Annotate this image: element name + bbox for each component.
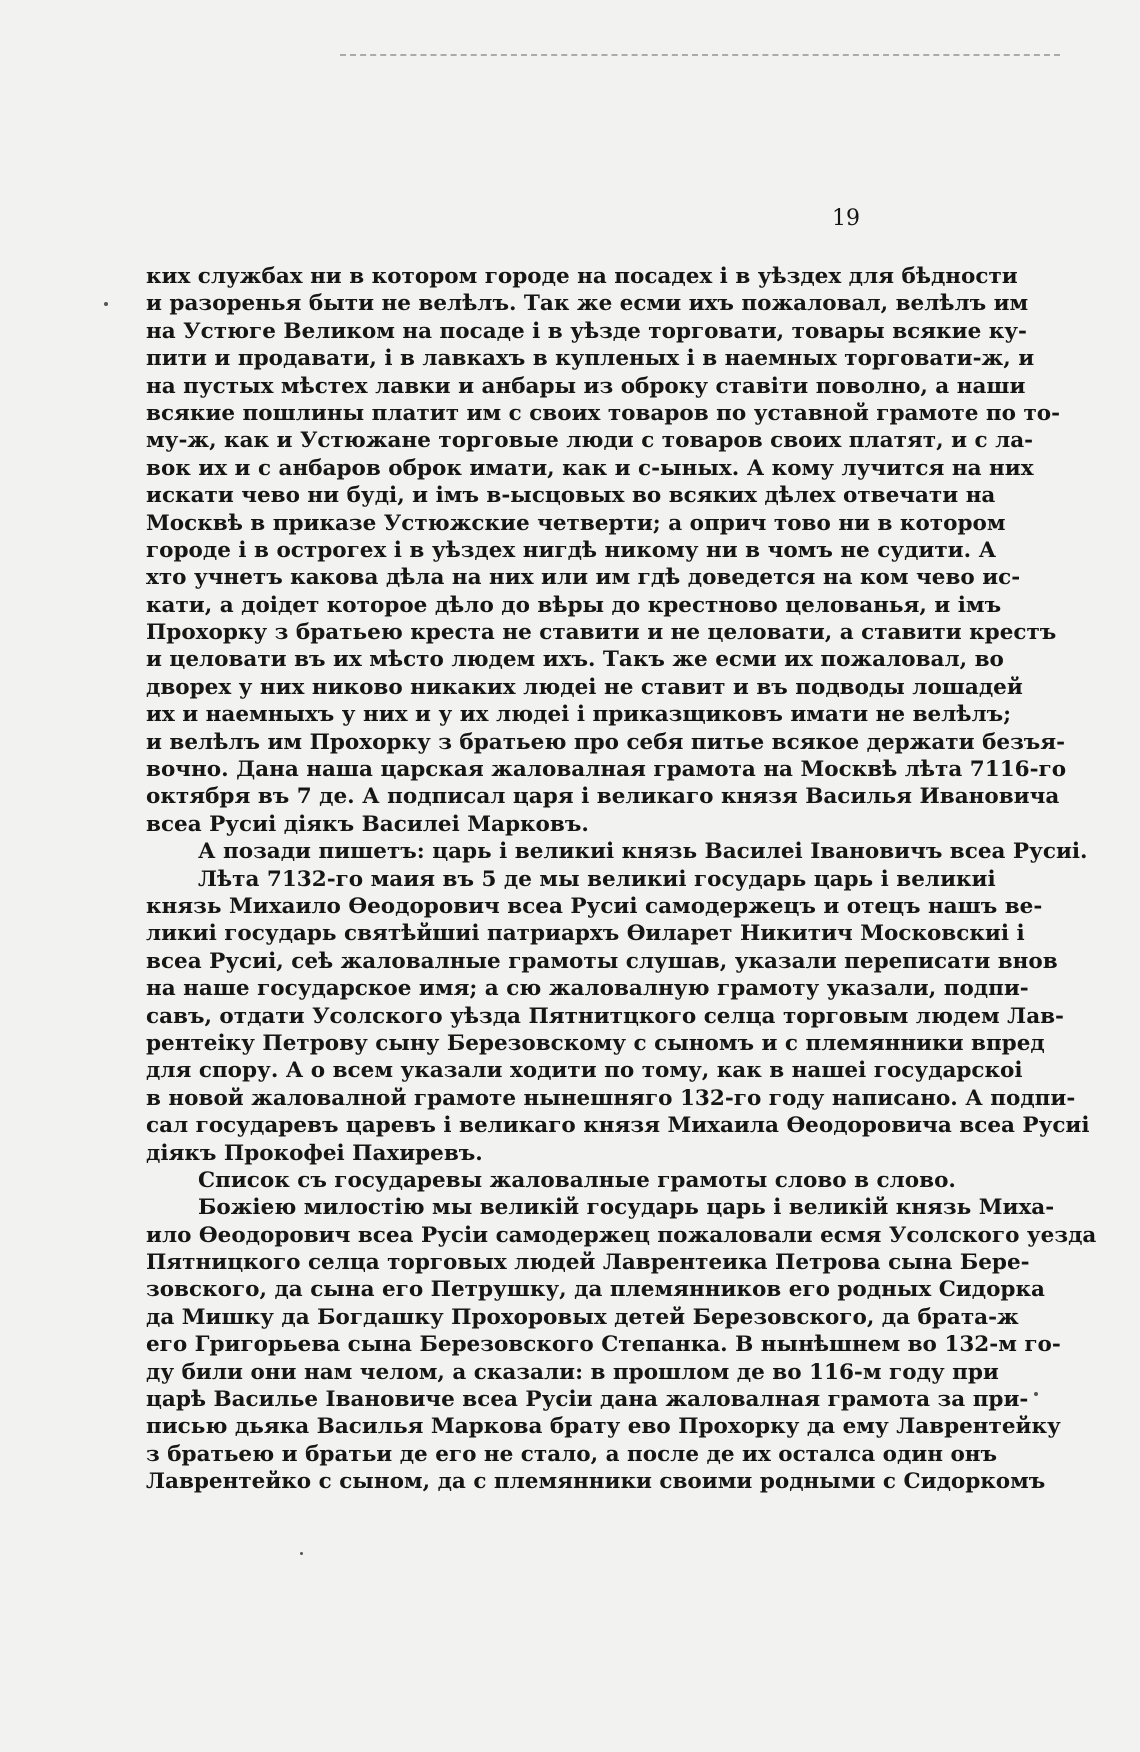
text-line: для спору. А о всем указали ходити по тому, как в нашеі государскоі (146, 1058, 1023, 1084)
text-line: и разоренья быти не велѣлъ. Так же есми ихъ пожаловал, велѣлъ им (146, 291, 1029, 317)
text-line: его Григорьева сына Березовского Степанка. В нынѣшнем во 132-м го- (146, 1332, 1061, 1358)
text-line: кати, а доідет которое дѣло до вѣры до крестново целованья, и імъ (146, 592, 1002, 618)
text-line: царѣ Василье Івановиче всеа Русіи дана жаловалная грамота за при- (146, 1387, 1029, 1413)
text-line: на наше государское имя; а сю жаловалную грамоту указали, подпи- (146, 976, 1029, 1002)
scan-speck (104, 302, 108, 306)
text-line: всякие пошлины платит им с своих товаров по уставной грамоте по то- (146, 400, 1061, 426)
text-line: и целовати въ их мѣсто людем ихъ. Такъ же есми их пожаловал, во (146, 647, 1004, 673)
text-line: октября въ 7 де. А подписал царя і великаго князя Василья Ивановича (146, 784, 1060, 810)
text-line: пити и продавати, і в лавкахъ в купленых і в наемных торговати-ж, и (146, 346, 1035, 372)
top-scan-rule (340, 54, 1060, 56)
text-line: их и наемныхъ у них и у их людеі і приказщиковъ имати не велѣлъ; (146, 702, 1012, 728)
text-line: писью дьяка Василья Маркова брату ево Прохорку да ему Лаврентейку (146, 1414, 1061, 1440)
text-line: Прохорку з братьею креста не ставити и не целовати, а ставити крестъ (146, 620, 1057, 646)
text-line: А позади пишетъ: царь і великиі князь Василеі Івановичъ всеа Русиі. (198, 839, 1088, 865)
text-line: Лаврентейко с сыном, да с племянники своими родными с Сидоркомъ (146, 1469, 1046, 1495)
text-line: всеа Русиі діякъ Василеі Марковъ. (146, 811, 589, 837)
text-line: рентеіку Петрову сыну Березовскому с сыномъ и с племянники впред (146, 1030, 1045, 1056)
text-line: сал государевъ царевъ і великаго князя Михаила Ѳеодоровича всеа Русиі (146, 1113, 1090, 1139)
text-line: всеа Русиі, сеѣ жаловалные грамоты слушав, указали переписати внов (146, 948, 1058, 974)
text-line: Список съ государевы жаловалные грамоты слово в слово. (198, 1167, 956, 1193)
scan-speck (1034, 1392, 1038, 1396)
text-line: да Мишку да Богдашку Прохоровых детей Березовского, да брата-ж (146, 1304, 1019, 1330)
text-line: Божіею милостію мы великій государь царь і великій князь Миха- (198, 1195, 1055, 1221)
text-line: на Устюге Великом на посаде і в уѣзде торговати, товары всякие ку- (146, 318, 1027, 344)
scan-speck (300, 1552, 303, 1555)
text-line: городе і в острогех і в уѣздех нигдѣ никому ни в чомъ не судити. А (146, 537, 997, 563)
text-line: ду били они нам челом, а сказали: в прошлом де во 116-м году при (146, 1359, 999, 1385)
text-line: дворех у них никово никаких людеі не ставит и въ подводы лошадей (146, 674, 1023, 700)
text-line: князь Михаило Ѳеодорович всеа Русиі самодержецъ и отецъ нашъ ве- (146, 893, 1043, 919)
text-line: зовского, да сына его Петрушку, да племянников его родных Сидорка (146, 1277, 1045, 1303)
text-line: савъ, отдати Усолского уѣзда Пятнитцкого селца торговым людем Лав- (146, 1003, 1064, 1029)
text-line: му-ж, как и Устюжане торговые люди с товаров своих платят, и с ла- (146, 428, 1034, 454)
page-number: 19 (832, 206, 860, 231)
text-line: вочно. Дана наша царская жаловалная грамота на Москвѣ лѣта 7116-го (146, 757, 1067, 783)
text-line: Москвѣ в приказе Устюжские четверти; а оприч тово ни в котором (146, 510, 1006, 536)
text-line: ило Ѳеодорович всеа Русіи самодержец пожаловали есмя Усолского уезда (146, 1222, 1097, 1248)
page-text (146, 263, 1097, 1496)
text-line: з братьею и братьи де его не стало, а после де их осталса один онъ (146, 1441, 998, 1467)
text-line: и велѣлъ им Прохорку з братьею про себя питье всякое держати безъя- (146, 729, 1066, 755)
text-line: в новой жаловалной грамоте нынешняго 132-го году написано. А подпи- (146, 1085, 1076, 1111)
text-line: вок их и с анбаров оброк имати, как и с-ыных. А кому лучится на них (146, 455, 1034, 481)
text-line: Пятницкого селца торговых людей Лаврентеика Петрова сына Бере- (146, 1250, 1030, 1276)
text-line: діякъ Прокофеі Пахиревъ. (146, 1140, 483, 1166)
text-line: на пустых мѣстех лавки и анбары из оброку ставіти поволно, а наши (146, 373, 1026, 399)
text-line: хто учнетъ какова дѣла на них или им гдѣ доведется на ком чево ис- (146, 565, 1021, 591)
text-line: Лѣта 7132-го маия въ 5 де мы великиі государь царь і великиі (198, 866, 996, 892)
text-line: искати чево ни буді, и імъ в-ысцовых во всяких дѣлех отвечати на (146, 483, 996, 509)
text-line: ких службах ни в котором городе на посадех і в уѣздех для бѣдности (146, 264, 1018, 289)
text-line: ликиі государь святѣйшиі патриархъ Ѳиларет Никитич Московскиі і (146, 921, 1025, 947)
